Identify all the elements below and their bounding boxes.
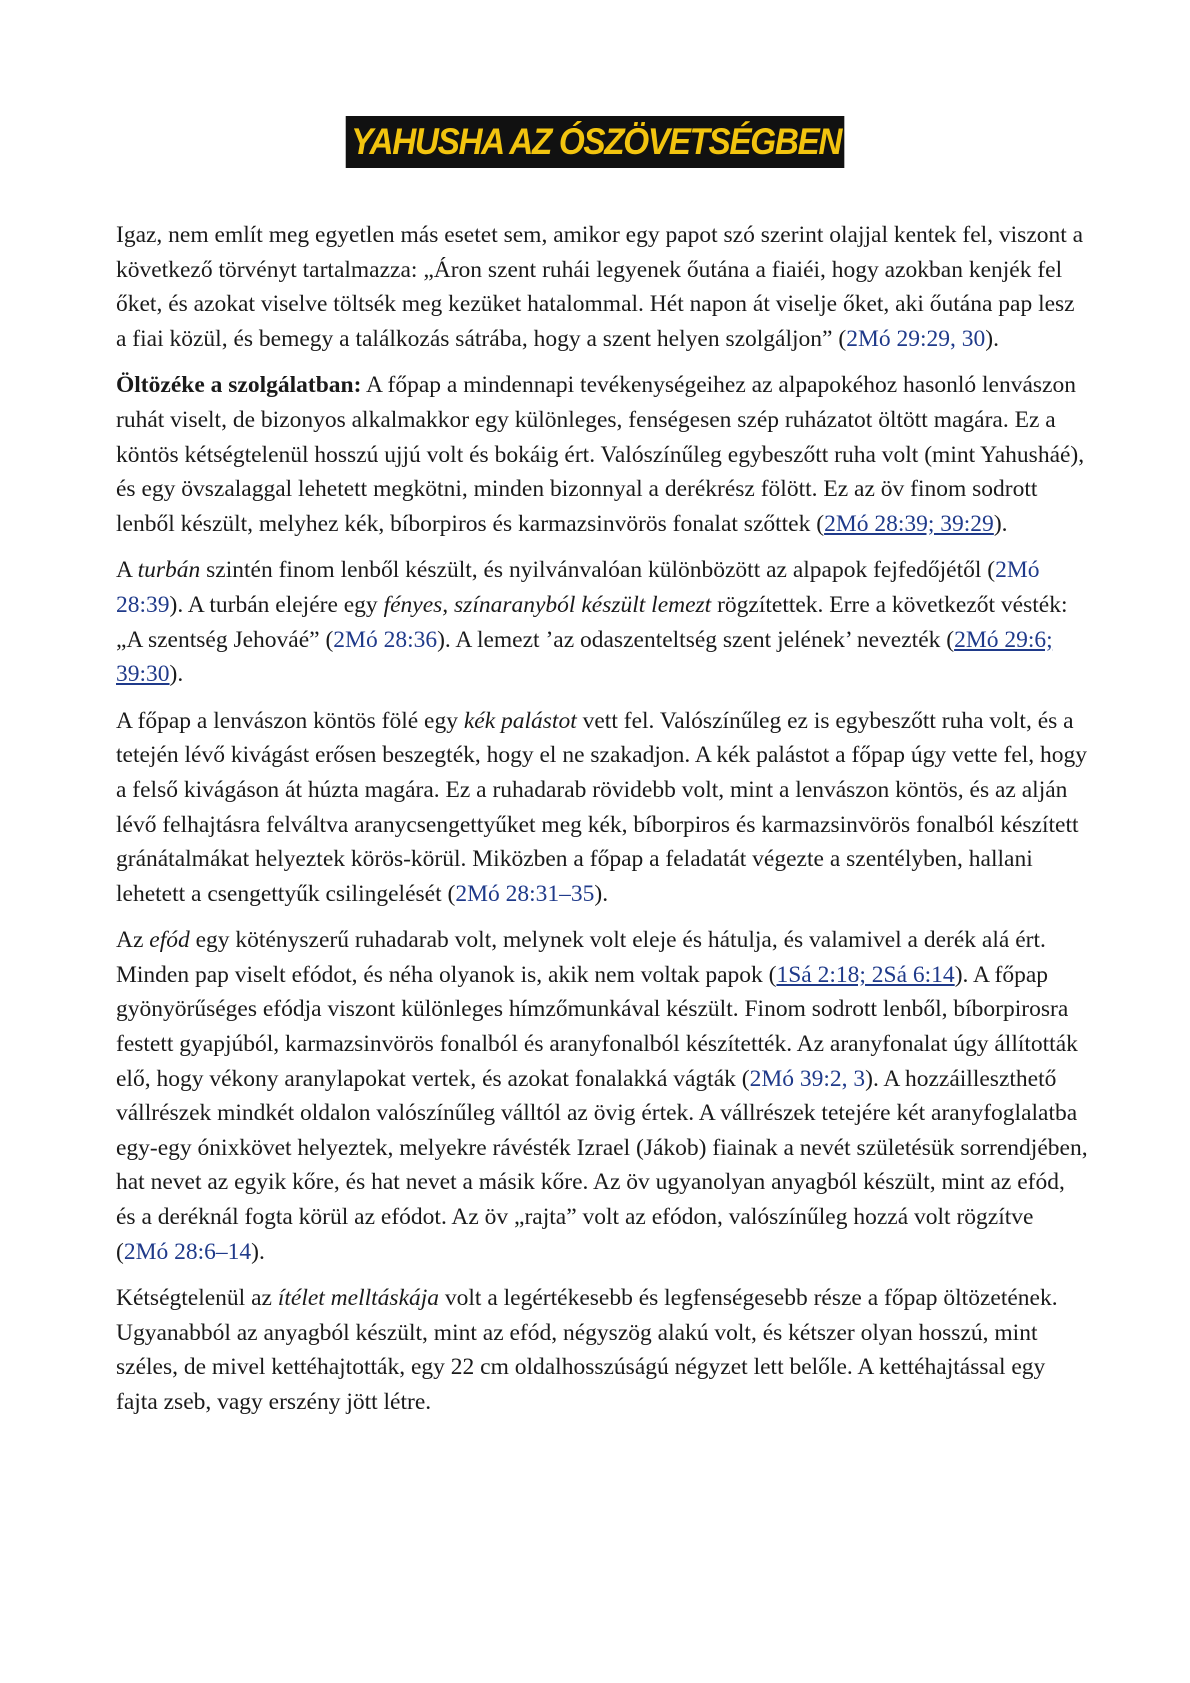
scripture-link[interactable]: 2Mó 39:2, 3	[749, 1065, 866, 1092]
paragraph-4: A főpap a lenvászon köntös fölé egy kék palástot vett fel. Valószínűleg ez is egybeszőtt ruha volt, és a tetején lévő kivágást erősen beszegték, hogy el ne szakadjon. A kék palástot a főpap úgy vette fel, hogy a felső kivágáson át húzta magára. Ez a ruhadarab rövidebb volt, mint a lenvászon köntös, és az alján lévő felhajtásra felváltva aranycsengettyűket meg kék, bíborpiros és karmazsinvörös fonalból készített gránátalmákat helyeztek körös-körül. Miközben a főpap a feladatát végezte a szentélyben, hallani lehetett a csengettyűk csilingelését (2Mó 28:31–35).	[116, 707, 1088, 907]
title-banner	[0, 116, 1190, 168]
scripture-link[interactable]: 1Sá 2:18; 2Sá 6:14	[776, 961, 955, 988]
paragraph-5: Az efód egy kötényszerű ruhadarab volt, melynek volt eleje és hátulja, és valamivel a derék alá ért. Minden pap viselt efódot, és néha olyanok is, akik nem voltak papok (1Sá 2:18; 2Sá 6:14). A főpap gyönyörűséges efódja viszont különleges hímzőmunkával készült. Finom sodrott lenből, bíborpirosra festett gyapjúból, karmazsinvörös fonalból és aranyfonalból készítették. Az aranyfonalat úgy állították elő, hogy vékony aranylapokat vertek, és azokat fonalakká vágták (2Mó 39:2, 3). A hozzáilleszthető vállrészek mindkét oldalon valószínűleg válltól az övig értek. A vállrészek tetejére két aranyfoglalatba egy-egy ónixkövet helyeztek, melyekre rávésték Izrael (Jákob) fiainak a nevét születésük sorrendjében, hat nevet az egyik kőre, és hat nevet a másik kőre. Az öv ugyanolyan anyagból készült, mint az efód, és a deréknál fogta körül az efódot. Az öv „rajta” volt az efódon, valószínűleg hozzá volt rögzítve (2Mó 28:6–14).	[116, 927, 1088, 1265]
section-heading: Öltözéke a szolgálatban:	[116, 372, 362, 399]
scripture-link[interactable]: 2Mó 28:31–35	[455, 880, 595, 907]
scripture-link[interactable]: 2Mó 28:6–14	[123, 1238, 252, 1265]
scripture-link[interactable]: 2Mó 29:6; 39:30	[116, 626, 1053, 688]
scripture-link[interactable]: 2Mó 29:29, 30	[846, 325, 986, 352]
page-title: YAHUSHA AZ ÓSZÖVETSÉGBEN	[346, 116, 845, 168]
scripture-link[interactable]: 2Mó 28:39; 39:29	[824, 510, 994, 537]
scripture-link[interactable]: 2Mó 28:39	[116, 557, 1040, 618]
article-body	[116, 218, 1088, 1432]
paragraph-6: Kétségtelenül az ítélet melltáskája volt a legértékesebb és legfenségesebb része a főpap öltözetének. Ugyanabból az anyagból készült, mint az efód, négyszög alakú volt, és kétszer olyan hosszú, mint széles, de mivel kettéhajtották, egy 22 cm oldalhosszúságú négyzet lett belőle. A kettéhajtással egy fajta zseb, vagy erszény jött létre.	[116, 1285, 1058, 1415]
paragraph-1: Igaz, nem említ meg egyetlen más esetet sem, amikor egy papot szó szerint olajjal kentek fel, viszont a következő törvényt tartalmazza: „Áron szent ruhái legyenek őutána a fiaiéi, hogy azokban kenjék fel őket, és azokat viselve töltsék meg kezüket hatalommal. Hét napon át viselje őket, aki őutána pap lesz a fiai közül, és bemegy a találkozás sátrába, hogy a szent helyen szolgáljon” (2Mó 29:29, 30).	[116, 222, 1084, 352]
paragraph-3: A turbán szintén finom lenből készült, és nyilvánvalóan különbözött az alpapok fejfedőjétől (2Mó 28:39). A turbán elejére egy fényes, színaranyból készült lemezt rögzítettek. Erre a következőt vésték: „A szentség Jehováé” (2Mó 28:36). A lemezt ’az odaszenteltség szent jelének’ nevezték (2Mó 29:6; 39:30).	[116, 557, 1068, 688]
scripture-link[interactable]: 2Mó 28:36	[333, 626, 438, 653]
paragraph-2: Öltözéke a szolgálatban: A főpap a mindennapi tevékenységeihez az alpapokéhoz hasonló lenvászon ruhát viselt, de bizonyos alkalmakkor egy különleges, fenségesen szép ruházatot öltött magára. Ez a köntös kétségtelenül hosszú ujjú volt és bokáig ért. Valószínűleg egybeszőtt ruha volt (mint Yahusháé), és egy övszalaggal lehetett megkötni, minden bizonnyal a derékrész fölött. Ez az öv finom sodrott lenből készült, melyhez kék, bíborpiros és karmazsinvörös fonalat szőttek (2Mó 28:39; 39:29).	[116, 372, 1085, 537]
